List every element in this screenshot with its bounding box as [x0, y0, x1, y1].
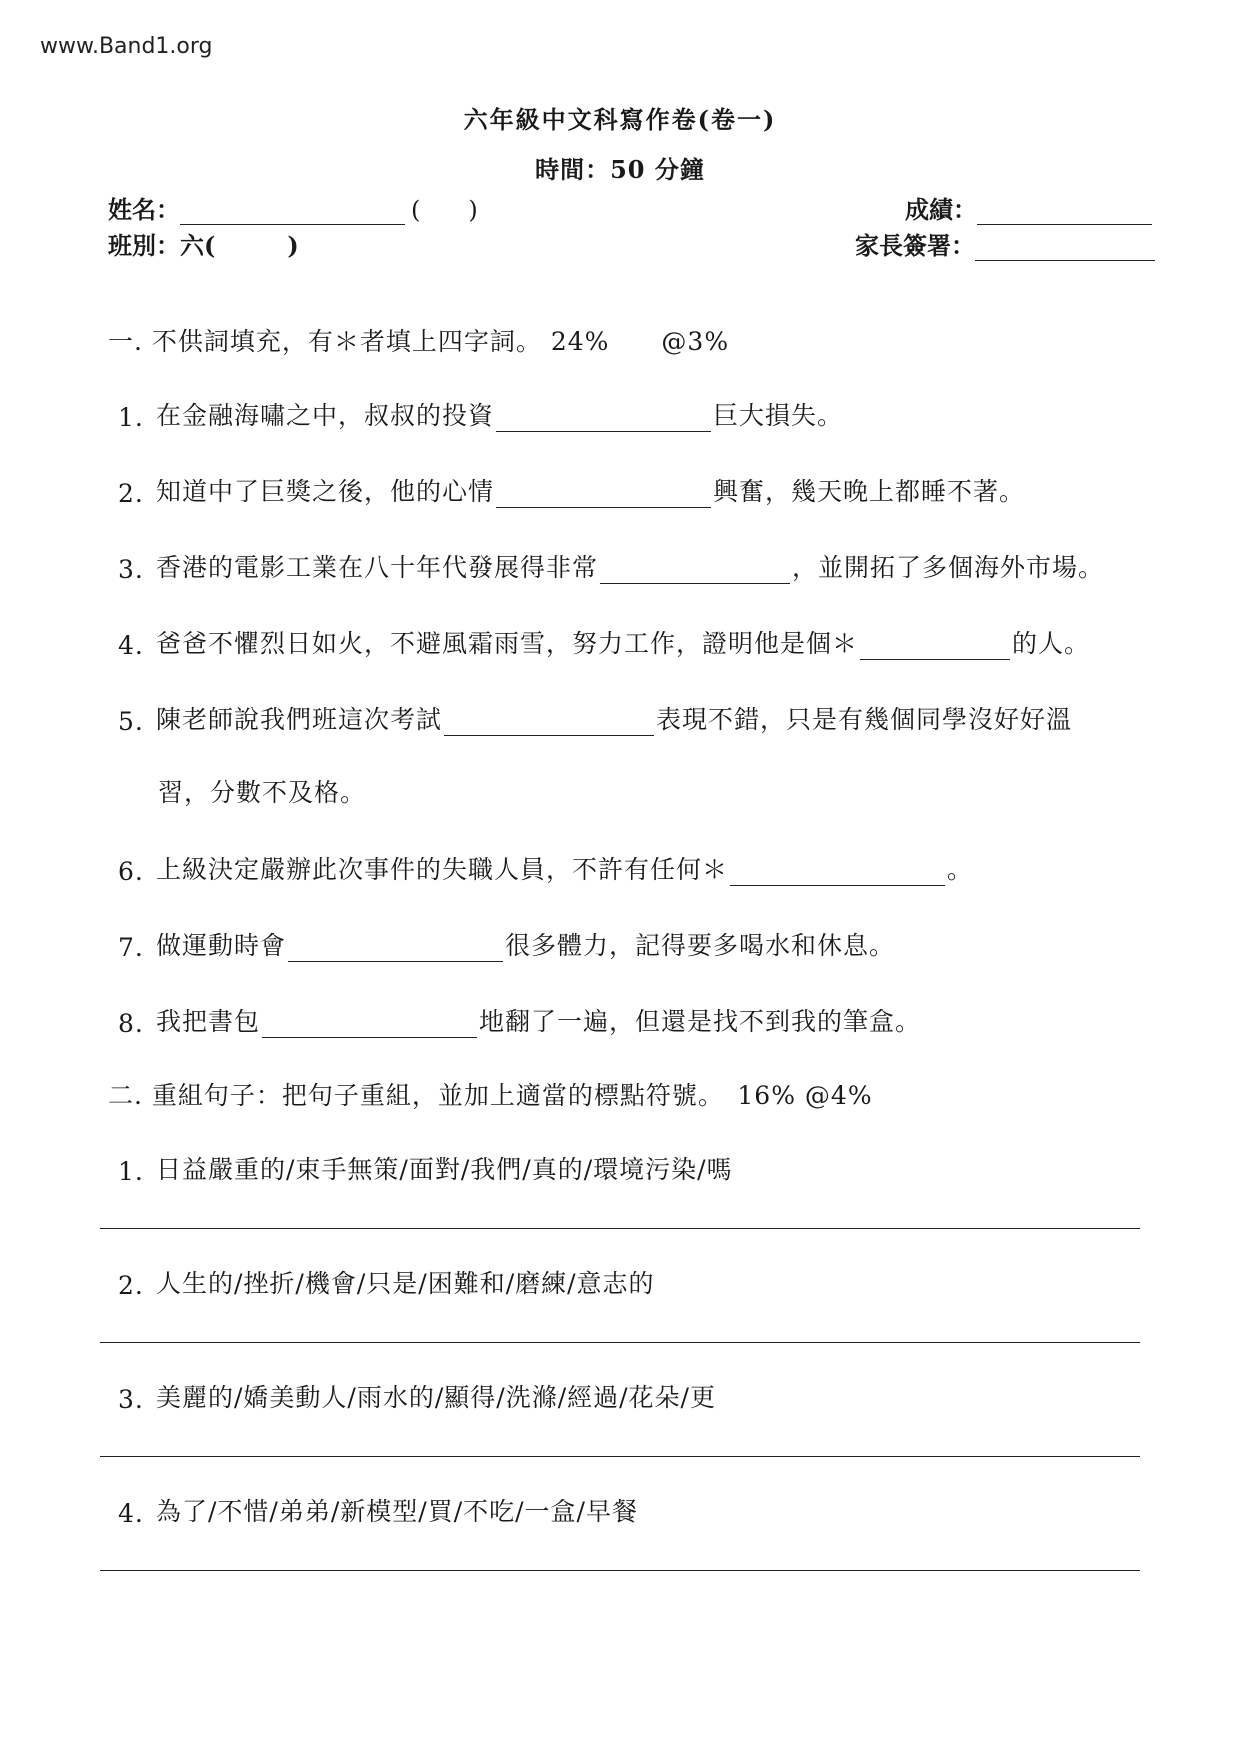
fill-blank[interactable] — [288, 937, 503, 962]
section1-question: 6. 上級決定嚴辦此次事件的失職人員，不許有任何＊ 。 — [118, 855, 974, 886]
page-title: 六年級中文科寫作卷(卷一) — [463, 105, 777, 134]
section1-question: 7. 做運動時會 很多體力，記得要多喝水和休息。 — [118, 931, 896, 962]
fill-blank[interactable] — [262, 1013, 477, 1038]
fill-blank[interactable] — [860, 635, 1010, 660]
answer-line[interactable] — [100, 1228, 1140, 1229]
section2-heading: 二. 重組句子：把句子重組，並加上適當的標點符號。 16% @4% — [108, 1081, 873, 1110]
section2-question: 1. 日益嚴重的/束手無策/面對/我們/真的/環境污染/嗎 — [118, 1155, 733, 1186]
section1-question: 4. 爸爸不懼烈日如火，不避風霜雨雪，努力工作，證明他是個＊ 的人。 — [118, 629, 1091, 660]
section2-question: 4. 為了/不惜/弟弟/新模型/買/不吃/一盒/早餐 — [118, 1497, 638, 1528]
class-field — [108, 226, 299, 261]
grade-field — [905, 190, 1152, 225]
section1-question: 2. 知道中了巨獎之後，他的心情 興奮，幾天晚上都睡不著。 — [118, 477, 1026, 508]
name-field — [108, 190, 478, 225]
answer-line[interactable] — [100, 1342, 1140, 1343]
section1-question: 3. 香港的電影工業在八十年代發展得非常 ，並開拓了多個海外市場。 — [118, 553, 1105, 584]
section1-question: 8. 我把書包 地翻了一遍，但還是找不到我的筆盒。 — [118, 1007, 922, 1038]
fill-blank[interactable] — [496, 407, 711, 432]
site-watermark: www.Band1.org — [40, 34, 213, 59]
fill-blank[interactable] — [496, 483, 711, 508]
fill-blank[interactable] — [444, 711, 654, 736]
parent-signature-blank[interactable] — [975, 234, 1155, 261]
class-label: 班別：六( ) — [108, 231, 299, 260]
parent-signature-field — [855, 226, 1155, 261]
grade-blank[interactable] — [977, 198, 1152, 225]
section1-heading: 一. 不供詞填充，有＊者填上四字詞。 24% @3% — [108, 327, 730, 356]
section1-question: 1. 在金融海嘯之中，叔叔的投資 巨大損失。 — [118, 401, 844, 432]
section2-question: 2. 人生的/挫折/機會/只是/困難和/磨練/意志的 — [118, 1269, 655, 1300]
grade-label: 成績： — [905, 195, 977, 224]
answer-line[interactable] — [100, 1456, 1140, 1457]
parent-signature-label: 家長簽署： — [855, 231, 975, 260]
answer-line[interactable] — [100, 1570, 1140, 1571]
fill-blank[interactable] — [600, 559, 790, 584]
exam-time: 時間：50 分鐘 — [535, 155, 705, 184]
section2-question: 3. 美麗的/嬌美動人/雨水的/顯得/洗滌/經過/花朵/更 — [118, 1383, 716, 1414]
question-continuation: 習，分數不及格。 — [158, 778, 367, 807]
fill-blank[interactable] — [730, 861, 945, 886]
class-number-paren: ( ) — [411, 196, 478, 224]
name-blank[interactable] — [180, 198, 405, 225]
name-label: 姓名： — [108, 195, 180, 224]
section1-question: 5. 陳老師說我們班這次考試 表現不錯，只是有幾個同學沒好好溫 — [118, 705, 1073, 736]
